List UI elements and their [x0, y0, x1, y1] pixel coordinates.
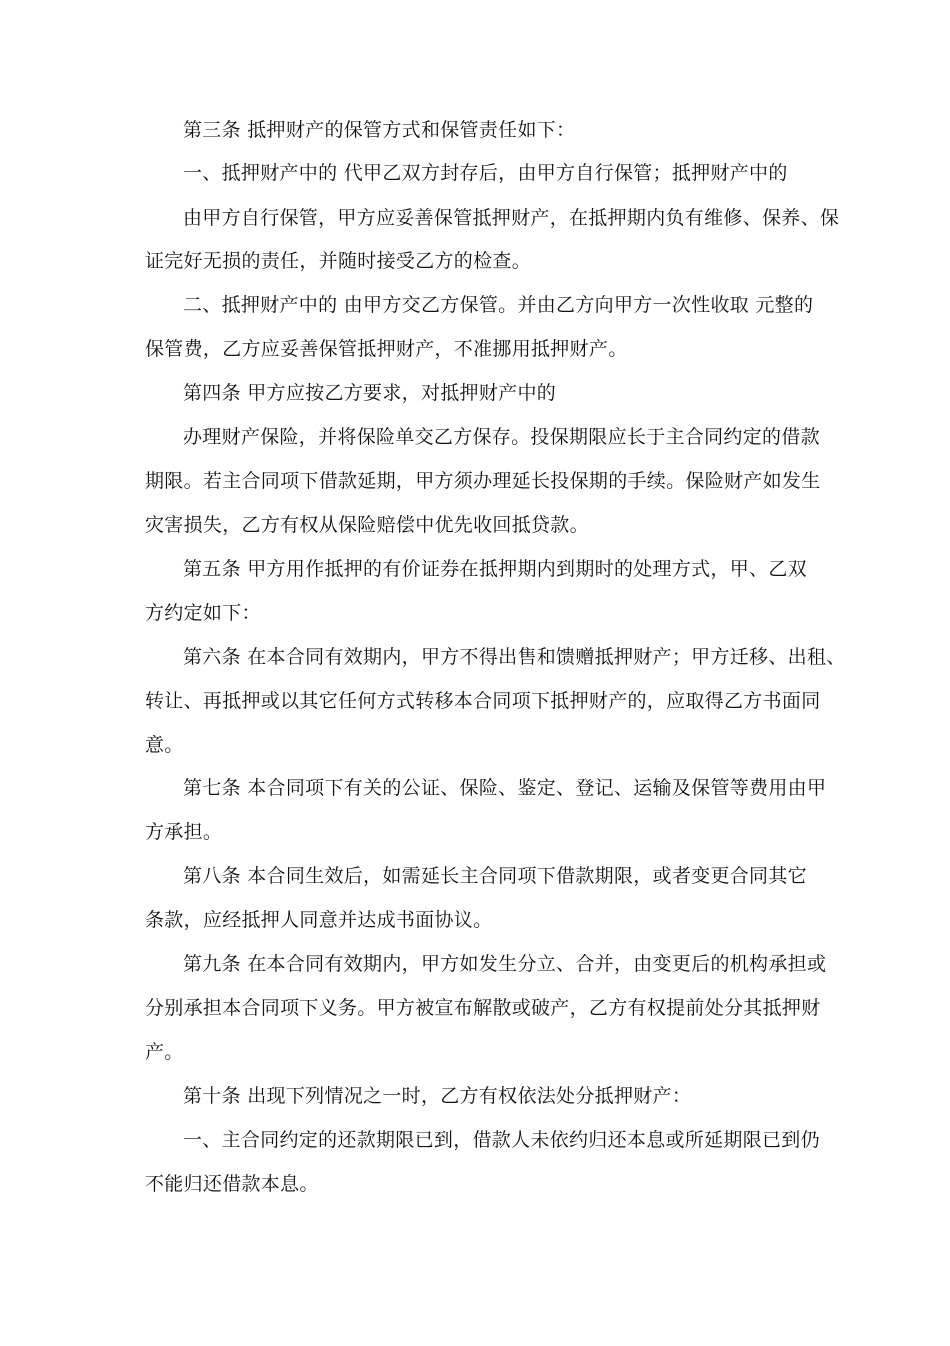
article-6-line-1: 第六条 在本合同有效期内，甲方不得出售和馈赠抵押财产；甲方迁移、出租、	[183, 646, 846, 668]
article-3-clause-1-line-3: 证完好无损的责任，并随时接受乙方的检查。	[145, 250, 532, 272]
article-5-line-1: 第五条 甲方用作抵押的有价证券在抵押期内到期时的处理方式，甲、乙双	[183, 558, 807, 580]
article-4-line-1: 第四条 甲方应按乙方要求，对抵押财产中的	[183, 382, 557, 404]
article-9-line-1: 第九条 在本合同有效期内，甲方如发生分立、合并，由变更后的机构承担或	[183, 953, 827, 975]
article-9-line-2: 分别承担本合同项下义务。甲方被宣布解散或破产，乙方有权提前处分其抵押财	[145, 997, 821, 1019]
article-10-heading: 第十条 出现下列情况之一时，乙方有权依法处分抵押财产：	[183, 1085, 692, 1107]
article-3-clause-2-line-2: 保管费，乙方应妥善保管抵押财产，不准挪用抵押财产。	[145, 338, 628, 360]
article-10-clause-1-line-1: 一、主合同约定的还款期限已到，借款人未依约归还本息或所延期限已到仍	[183, 1129, 820, 1151]
article-4-line-3: 期限。若主合同项下借款延期，甲方须办理延长投保期的手续。保险财产如发生	[145, 470, 821, 492]
article-10-clause-1-line-2: 不能归还借款本息。	[145, 1173, 319, 1195]
article-3-clause-2-line-1: 二、抵押财产中的 由甲方交乙方保管。并由乙方向甲方一次性收取 元整的	[183, 294, 814, 316]
article-9-line-3: 产。	[145, 1041, 184, 1063]
article-8-line-2: 条款，应经抵押人同意并达成书面协议。	[145, 909, 493, 931]
article-3-heading: 第三条 抵押财产的保管方式和保管责任如下：	[183, 119, 576, 141]
article-3-clause-1-line-2: 由甲方自行保管，甲方应妥善保管抵押财产，在抵押期内负有维修、保养、保	[183, 207, 840, 229]
article-6-line-3: 意。	[145, 734, 184, 756]
article-3-clause-1-line-1: 一、抵押财产中的 代甲乙双方封存后，由甲方自行保管；抵押财产中的	[183, 162, 788, 184]
article-4-line-2: 办理财产保险，并将保险单交乙方保存。投保期限应长于主合同约定的借款	[183, 426, 820, 448]
article-8-line-1: 第八条 本合同生效后，如需延长主合同项下借款期限，或者变更合同其它	[183, 865, 807, 887]
article-6-line-2: 转让、再抵押或以其它任何方式转移本合同项下抵押财产的，应取得乙方书面同	[145, 690, 821, 712]
article-4-line-4: 灾害损失，乙方有权从保险赔偿中优先收回抵贷款。	[145, 514, 589, 536]
article-7-line-2: 方承担。	[145, 821, 223, 843]
article-5-line-2: 方约定如下：	[145, 602, 261, 624]
article-7-line-1: 第七条 本合同项下有关的公证、保险、鉴定、登记、运输及保管等费用由甲	[183, 777, 827, 799]
